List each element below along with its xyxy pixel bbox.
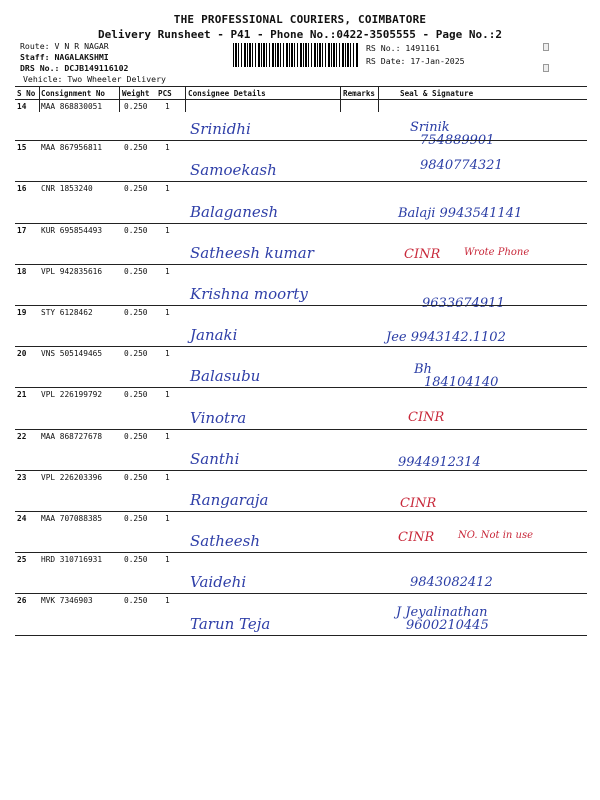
col-divider	[119, 86, 120, 99]
consignee-name: Janaki	[190, 326, 238, 345]
row-divider	[15, 264, 587, 265]
serial-number: 14	[17, 102, 27, 111]
rs-date: RS Date: 17-Jan-2025	[366, 56, 465, 66]
consignment-number: KUR 695854493	[41, 225, 103, 235]
row-divider	[15, 593, 587, 594]
signature: 9944912314	[398, 455, 481, 470]
consignee-name: Vinotra	[190, 408, 247, 427]
col-header-signature: Seal & Signature	[400, 89, 474, 98]
consignment-number: STY 6128462	[41, 308, 93, 317]
weight-value: 0.250	[124, 596, 148, 606]
signature: Balaji 9943541141	[398, 206, 523, 221]
row-divider	[15, 387, 587, 388]
signature: 9633674911	[422, 296, 505, 311]
drs-label: DRS No.: DCJB149116102	[20, 63, 129, 73]
hole-punch-mark	[543, 43, 549, 51]
company-title: THE PROFESSIONAL COURIERS, COIMBATORE	[173, 13, 427, 26]
row-divider	[15, 470, 587, 471]
col-header-remarks: Remarks	[343, 89, 376, 98]
signature: Jee 9943142.1102	[386, 330, 506, 345]
serial-number: 26	[17, 596, 27, 606]
signature-note: NO. Not in use	[458, 530, 533, 541]
weight-value: 0.250	[124, 184, 148, 194]
consignee-name: Satheesh	[190, 532, 261, 551]
col-header-consignee: Consignee Details	[188, 89, 266, 98]
signature: CINR	[398, 530, 435, 545]
consignee-name: Tarun Teja	[190, 614, 271, 633]
consignee-name: Satheesh kumar	[190, 243, 314, 262]
serial-number: 19	[17, 308, 27, 317]
serial-number: 22	[17, 431, 27, 441]
hole-punch-mark	[543, 64, 549, 72]
pcs-value: 1	[165, 431, 170, 441]
signature: CINR	[408, 410, 445, 425]
pcs-value: 1	[165, 555, 170, 565]
serial-number: 24	[17, 514, 27, 523]
col-divider	[340, 86, 341, 99]
consignee-name: Balasubu	[190, 367, 261, 386]
col-header-pcs: PCS	[158, 89, 172, 98]
consignee-name: Balaganesh	[190, 202, 279, 221]
row-divider	[15, 511, 587, 512]
weight-value: 0.250	[124, 143, 148, 153]
col-divider	[39, 99, 40, 112]
row-divider	[15, 181, 587, 182]
signature: CINR	[404, 247, 441, 262]
col-divider	[185, 86, 186, 99]
consignment-number: MAA 868727678	[41, 431, 103, 441]
serial-number: 23	[17, 472, 27, 482]
col-header-sno: S No	[17, 89, 36, 98]
serial-number: 16	[17, 184, 27, 194]
weight-value: 0.250	[124, 472, 148, 482]
pcs-value: 1	[165, 390, 170, 400]
row-divider	[15, 305, 587, 306]
row-divider	[15, 140, 587, 141]
runsheet-subtitle: Delivery Runsheet - P41 - Phone No.:0422-3505555 - Page No.:2	[98, 28, 502, 41]
signature: CINR	[400, 496, 437, 511]
signature: J Jeyalinathan	[396, 605, 488, 620]
signature-note: 184104140	[424, 375, 499, 390]
serial-number: 21	[17, 390, 27, 400]
weight-value: 0.250	[124, 349, 148, 359]
consignee-name: Srinidhi	[190, 120, 251, 139]
row-divider	[15, 429, 587, 430]
consignment-number: MAA 707088385	[41, 514, 103, 523]
consignment-number: VPL 226199792	[41, 390, 103, 400]
signature-note: 754889901	[420, 133, 495, 148]
col-divider	[39, 86, 40, 99]
vehicle-label: Vehicle: Two Wheeler Delivery	[23, 74, 166, 84]
consignment-number: MAA 867956811	[41, 143, 103, 153]
rs-number: RS No.: 1491161	[366, 43, 440, 53]
weight-value: 0.250	[124, 102, 148, 111]
pcs-value: 1	[165, 472, 170, 482]
consignment-number: MVK 7346903	[41, 596, 93, 606]
pcs-value: 1	[165, 349, 170, 359]
signature: 9843082412	[410, 575, 493, 590]
weight-value: 0.250	[124, 555, 148, 565]
row-divider	[15, 346, 587, 347]
col-header-weight: Weight	[122, 89, 150, 98]
pcs-value: 1	[165, 596, 170, 606]
row-divider	[15, 223, 587, 224]
signature-note: Wrote Phone	[464, 247, 530, 258]
serial-number: 17	[17, 225, 27, 235]
signature-note: 9600210445	[406, 618, 489, 633]
weight-value: 0.250	[124, 514, 148, 523]
col-header-consignment: Consignment No	[41, 89, 106, 98]
consignee-name: Rangaraja	[190, 491, 269, 509]
col-divider	[378, 86, 379, 99]
col-divider	[119, 99, 120, 112]
consignment-number: VPL 942835616	[41, 266, 103, 276]
consignee-name: Santhi	[190, 449, 240, 468]
serial-number: 18	[17, 266, 27, 276]
staff-label: Staff: NAGALAKSHMI	[20, 52, 109, 62]
weight-value: 0.250	[124, 431, 148, 441]
row-divider	[15, 552, 587, 553]
consignment-number: CNR 1853240	[41, 184, 93, 194]
pcs-value: 1	[165, 225, 170, 235]
consignment-number: HRD 310716931	[41, 555, 103, 565]
pcs-value: 1	[165, 266, 170, 276]
serial-number: 20	[17, 349, 27, 359]
signature: 9840774321	[420, 158, 503, 173]
pcs-value: 1	[165, 102, 170, 111]
serial-number: 15	[17, 143, 27, 153]
weight-value: 0.250	[124, 308, 148, 317]
col-divider	[185, 99, 186, 112]
pcs-value: 1	[165, 184, 170, 194]
consignment-number: VNS 505149465	[41, 349, 103, 359]
route-label: Route: V N R NAGAR	[20, 41, 109, 51]
consignment-number: MAA 868830051	[41, 102, 103, 111]
table-header-border	[15, 99, 587, 100]
table-top-border	[15, 86, 587, 87]
pcs-value: 1	[165, 308, 170, 317]
signature: Srinik	[410, 120, 450, 135]
consignee-name: Samoekash	[190, 161, 277, 180]
row-divider	[15, 635, 587, 636]
weight-value: 0.250	[124, 266, 148, 276]
weight-value: 0.250	[124, 390, 148, 400]
pcs-value: 1	[165, 514, 170, 523]
serial-number: 25	[17, 555, 27, 565]
signature: Bh	[414, 362, 432, 377]
pcs-value: 1	[165, 143, 170, 153]
consignment-number: VPL 226203396	[41, 472, 103, 482]
col-divider	[340, 99, 341, 112]
barcode	[233, 43, 358, 67]
consignee-name: Vaidehi	[190, 573, 247, 592]
weight-value: 0.250	[124, 225, 148, 235]
consignee-name: Krishna moorty	[190, 285, 308, 303]
col-divider	[378, 99, 379, 112]
